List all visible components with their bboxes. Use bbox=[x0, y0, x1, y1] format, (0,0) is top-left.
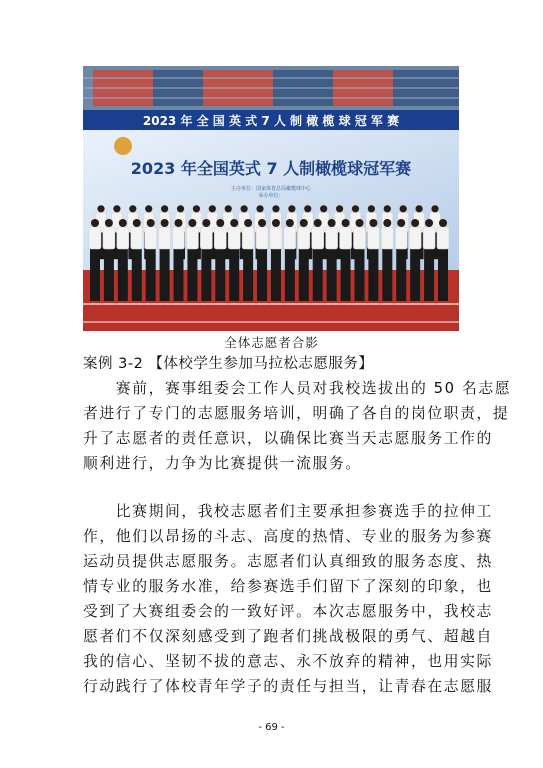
volunteer-figure bbox=[409, 227, 421, 249]
volunteer-figure bbox=[286, 219, 294, 227]
backdrop-title: 2023 年全国英式 7 人制橄榄球冠军赛 bbox=[130, 159, 412, 178]
volunteer-figure bbox=[173, 227, 185, 249]
volunteer-figure bbox=[271, 249, 281, 301]
volunteer-figure bbox=[438, 249, 448, 301]
volunteer-figure bbox=[288, 205, 295, 212]
backdrop-sub1: 主办单位：国家体育总局橄榄球中心 bbox=[230, 186, 312, 192]
volunteer-figure bbox=[258, 219, 266, 227]
volunteer-figure bbox=[147, 219, 155, 227]
paragraph-line: 比赛期间，我校志愿者们主要承担参赛选手的拉伸工 bbox=[83, 503, 493, 520]
volunteer-figure bbox=[304, 205, 311, 212]
volunteer-figure bbox=[352, 205, 359, 212]
volunteer-figure bbox=[161, 205, 168, 212]
volunteer-figure bbox=[103, 227, 115, 249]
volunteer-figure bbox=[367, 227, 379, 249]
volunteer-figure bbox=[415, 205, 422, 212]
volunteer-figure bbox=[300, 219, 308, 227]
volunteer-figure bbox=[90, 249, 100, 301]
volunteer-figure bbox=[382, 249, 392, 301]
volunteer-figure bbox=[383, 219, 391, 227]
volunteer-figure bbox=[424, 249, 434, 301]
volunteer-figure bbox=[104, 249, 114, 301]
volunteer-figure bbox=[209, 205, 216, 212]
volunteer-figure bbox=[216, 219, 224, 227]
volunteer-figure bbox=[193, 205, 200, 212]
volunteer-figure bbox=[200, 227, 212, 249]
page-number: - 69 - bbox=[258, 722, 285, 733]
paragraph-line: 升了志愿者的责任意识，以确保比赛当天志愿服务工作的 bbox=[83, 430, 493, 447]
volunteer-figure bbox=[186, 227, 198, 249]
volunteer-figure bbox=[241, 205, 248, 212]
volunteer-figure bbox=[353, 227, 365, 249]
paragraph-line: 作，他们以昂扬的斗志、高度的热情、专业的服务为参赛 bbox=[83, 528, 493, 545]
volunteer-figure bbox=[354, 249, 364, 301]
volunteer-figure bbox=[113, 205, 120, 212]
volunteer-figure bbox=[118, 249, 128, 301]
volunteer-figure bbox=[396, 249, 406, 301]
group-photo bbox=[83, 66, 459, 331]
volunteer-figure bbox=[320, 205, 327, 212]
volunteer-figure bbox=[187, 249, 197, 301]
volunteer-figure bbox=[381, 227, 393, 249]
volunteer-figure bbox=[161, 219, 169, 227]
volunteer-figure bbox=[145, 227, 157, 249]
banner-top-text: 2023 年 全 国 英 式 7 人 制 橄 榄 球 冠 军 赛 bbox=[142, 114, 400, 128]
volunteer-figure bbox=[97, 205, 104, 212]
volunteer-figure bbox=[132, 249, 142, 301]
volunteer-figure bbox=[214, 227, 226, 249]
volunteer-figure bbox=[159, 227, 171, 249]
volunteer-figure bbox=[160, 249, 170, 301]
volunteer-figure bbox=[328, 219, 336, 227]
paragraph-line: 运动员提供志愿服务。志愿者们认真细致的服务态度、热 bbox=[83, 553, 493, 570]
volunteer-figure bbox=[146, 249, 156, 301]
volunteer-figure bbox=[202, 219, 210, 227]
volunteer-figure bbox=[131, 227, 143, 249]
paragraph-1 bbox=[83, 376, 512, 476]
volunteer-figure bbox=[368, 249, 378, 301]
volunteer-figure bbox=[431, 205, 438, 212]
volunteer-figure bbox=[89, 227, 101, 249]
volunteer-figure bbox=[129, 205, 136, 212]
volunteer-figure bbox=[175, 219, 183, 227]
volunteer-figure bbox=[225, 205, 232, 212]
paragraph-line: 受到了大赛组委会的一致好评。本次志愿服务中，我校志 bbox=[83, 603, 493, 620]
volunteer-figure bbox=[400, 205, 407, 212]
volunteer-figure bbox=[425, 219, 433, 227]
volunteer-figure bbox=[314, 219, 322, 227]
volunteer-figure bbox=[410, 249, 420, 301]
paragraph-line: 愿者们不仅深刻感受到了跑者们挑战极限的勇气、超越自 bbox=[83, 628, 493, 645]
volunteer-figure bbox=[397, 219, 405, 227]
volunteer-figure bbox=[272, 219, 280, 227]
volunteer-figure bbox=[117, 227, 129, 249]
volunteer-figure bbox=[327, 249, 337, 301]
volunteer-figure bbox=[336, 205, 343, 212]
volunteer-figure bbox=[177, 205, 184, 212]
paragraph-2 bbox=[83, 499, 493, 699]
volunteer-figure bbox=[423, 227, 435, 249]
volunteer-figure bbox=[119, 219, 127, 227]
volunteer-figure bbox=[298, 227, 310, 249]
volunteer-figure bbox=[368, 205, 375, 212]
photo-caption: 全体志愿者合影 bbox=[224, 335, 319, 350]
paragraph-line: 行动践行了体校青年学子的责任与担当，让青春在志愿服 bbox=[83, 678, 493, 695]
volunteer-figure bbox=[313, 249, 323, 301]
volunteer-figure bbox=[355, 219, 363, 227]
volunteer-figure bbox=[188, 219, 196, 227]
volunteer-figure bbox=[342, 219, 350, 227]
paragraph-line: 者进行了专门的志愿服务培训，明确了各自的岗位职责，提 bbox=[83, 405, 510, 422]
volunteer-figure bbox=[201, 249, 211, 301]
paragraph-line: 赛前，赛事组委会工作人员对我校选拔出的 50 名志愿 bbox=[83, 380, 512, 397]
volunteer-figure bbox=[270, 227, 282, 249]
volunteer-figure bbox=[285, 249, 295, 301]
volunteer-figure bbox=[256, 205, 263, 212]
volunteer-figure bbox=[133, 219, 141, 227]
backdrop-sub2: 承办单位： bbox=[258, 193, 284, 199]
paragraph-line: 情专业的服务水准，给参赛选手们留下了深刻的印象，也 bbox=[83, 578, 493, 595]
volunteer-figure bbox=[229, 249, 239, 301]
volunteer-figure bbox=[242, 227, 254, 249]
volunteer-figure bbox=[369, 219, 377, 227]
volunteer-figure bbox=[243, 249, 253, 301]
volunteer-figure bbox=[340, 227, 352, 249]
paragraph-line: 我的信心、坚韧不拔的意志、永不放弃的精神，也用实际 bbox=[83, 653, 493, 670]
volunteer-figure bbox=[439, 219, 447, 227]
volunteer-figure bbox=[91, 219, 99, 227]
volunteer-figure bbox=[174, 249, 184, 301]
volunteer-figure bbox=[145, 205, 152, 212]
volunteer-figure bbox=[326, 227, 338, 249]
paragraph-line: 顺利进行，力争为比赛提供一流服务。 bbox=[83, 455, 362, 472]
volunteer-figure bbox=[215, 249, 225, 301]
volunteer-figure bbox=[341, 249, 351, 301]
volunteer-figure bbox=[411, 219, 419, 227]
volunteer-figure bbox=[105, 219, 113, 227]
volunteer-figure bbox=[299, 249, 309, 301]
volunteer-figure bbox=[284, 227, 296, 249]
volunteer-figure bbox=[257, 249, 267, 301]
volunteer-figure bbox=[437, 227, 449, 249]
volunteer-figure bbox=[272, 205, 279, 212]
volunteer-figure bbox=[395, 227, 407, 249]
volunteer-figure bbox=[244, 219, 252, 227]
volunteer-figure bbox=[230, 219, 238, 227]
volunteer-figure bbox=[256, 227, 268, 249]
volunteer-figure bbox=[228, 227, 240, 249]
section-heading: 案例 3-2 【体校学生参加马拉松志愿服务】 bbox=[83, 356, 374, 372]
volunteer-figure bbox=[384, 205, 391, 212]
volunteer-figure bbox=[312, 227, 324, 249]
